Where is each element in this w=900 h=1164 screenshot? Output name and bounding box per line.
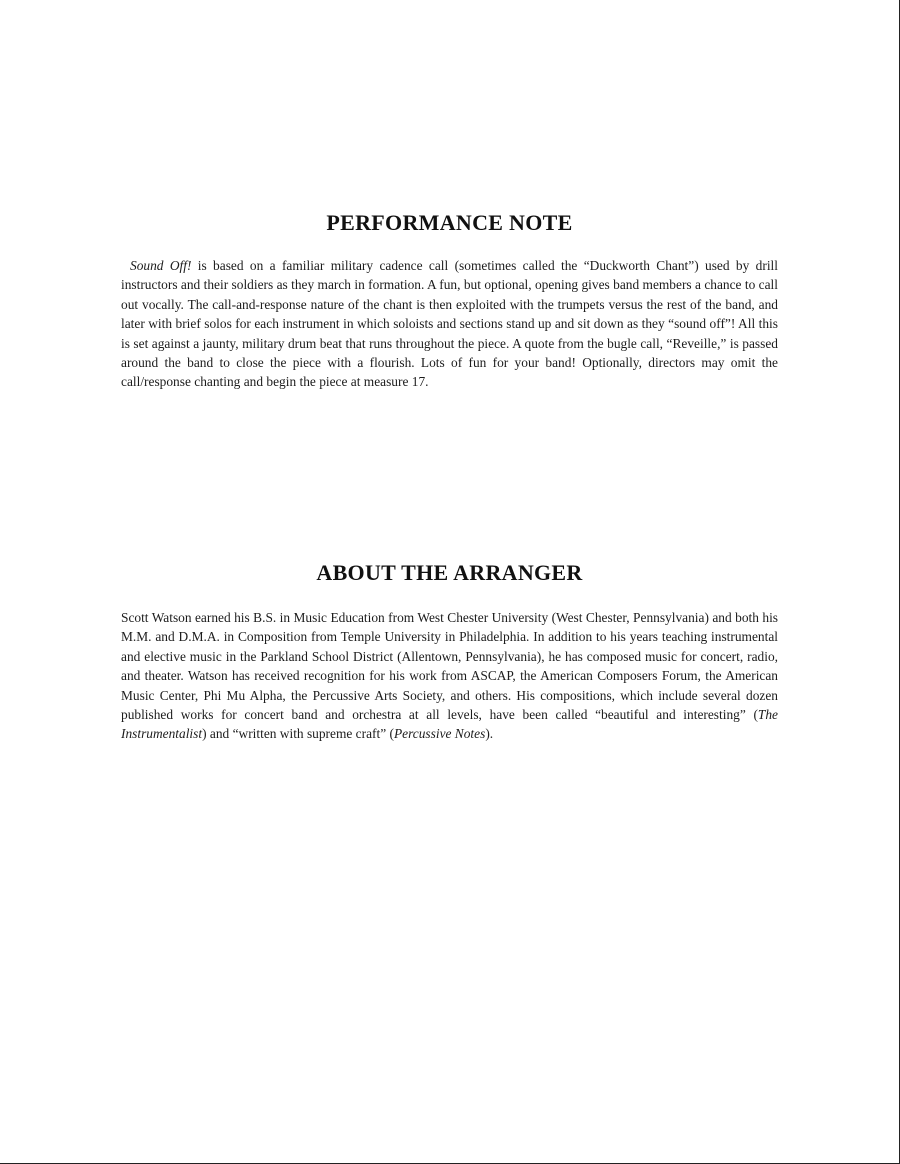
about-arranger-paragraph xyxy=(121,608,778,744)
source-instrumentalist: The Instrumentalist xyxy=(121,707,778,742)
piece-title: Sound Off! xyxy=(130,258,192,273)
performance-note-body: is based on a familiar military cadence call (sometimes called the “Duckworth Chant”) used by drill instructors and their soldiers as they march in formation. A fun, but optional, opening gives band members a chance to call out vocally. The call-and-response nature of the chant is then exploited with the trumpets versus the rest of the band, and later with brief solos for each instrument in which soloists and sections stand up and sit down as they “sound off”! All this is set against a jaunty, military drum beat that runs throughout the piece. A quote from the bugle call, “Reveille,” is passed around the band to close the piece with a flourish. Lots of fun for your band! Optionally, directors may omit the call/response chanting and begin the piece at measure 17. xyxy=(121,258,778,390)
about-arranger-section xyxy=(121,560,778,744)
source-percussive-notes: Percussive Notes xyxy=(393,726,486,742)
about-arranger-body-1: Scott Watson earned his B.S. in Music Education from West Chester University (West Chester, Pennsylvania) and both his M.M. and D.M.A. in Composition from Temple University in Philadelphia. In addition to his years teaching instrumental and elective music in the Parkland School District (Allentown, Pennsylvania), he has composed music for concert, radio, and theater. Watson has received recognition for his work from ASCAP, the American Composers Forum, the American Music Center, Phi Mu Alpha, the Percussive Arts Society, and others. His compositions, which include several dozen published works for concert band and orchestra at all levels, have been called “beautiful and interesting” ( xyxy=(121,610,778,723)
about-arranger-body-3: ). xyxy=(485,726,494,742)
performance-note-paragraph xyxy=(121,256,778,392)
about-arranger-heading: ABOUT THE ARRANGER xyxy=(316,560,583,585)
about-arranger-body-2: ) and “written with supreme craft” ( xyxy=(202,726,394,742)
performance-note-heading: PERFORMANCE NOTE xyxy=(326,210,573,235)
performance-note-section xyxy=(121,210,778,392)
